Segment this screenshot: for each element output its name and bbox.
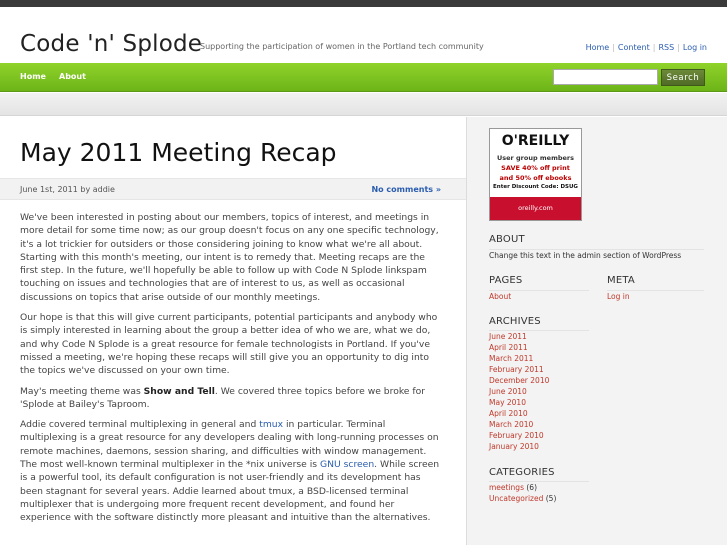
site-title[interactable]: Code 'n' Splode bbox=[20, 31, 203, 57]
divider bbox=[607, 290, 704, 291]
post-meta bbox=[0, 178, 466, 200]
text: May's meeting theme was bbox=[20, 385, 144, 397]
separator: | bbox=[612, 43, 615, 52]
top-links bbox=[586, 43, 707, 52]
ad-text: Enter Discount Code: DSUG bbox=[493, 184, 578, 190]
archive-link[interactable]: February 2010 bbox=[489, 431, 544, 440]
divider bbox=[489, 330, 589, 331]
archive-link[interactable]: April 2011 bbox=[489, 343, 528, 352]
ad-brand: O'REILLY bbox=[501, 133, 570, 149]
nav-bar bbox=[0, 63, 727, 92]
oreilly-ad[interactable] bbox=[489, 128, 582, 221]
archive-link[interactable]: March 2011 bbox=[489, 354, 534, 363]
archives-title: ARCHIVES bbox=[489, 316, 541, 327]
divider bbox=[489, 249, 704, 250]
bold-text: Show and Tell bbox=[143, 385, 215, 397]
sidebar bbox=[467, 117, 727, 545]
archive-link[interactable]: April 2010 bbox=[489, 409, 528, 418]
category-link[interactable]: meetings bbox=[489, 483, 524, 492]
site-header bbox=[0, 7, 727, 63]
archive-link[interactable]: May 2010 bbox=[489, 398, 526, 407]
ad-footer: oreilly.com bbox=[490, 197, 581, 220]
site-tagline: Supporting the participation of women in the Portland tech community bbox=[200, 42, 484, 51]
search-button[interactable]: Search bbox=[661, 69, 705, 86]
top-strip bbox=[0, 0, 727, 7]
paragraph bbox=[20, 385, 445, 412]
paragraph: We've been interested in posting about our members, topics of interest, and meetings in more detail for some time now; as our group doesn't focus on any one specific technology, it's a lot trickier for outsiders or those considering joining to know what we're all about. Starting with this month's meeting, our intent is to remedy that. Meeting recaps are the first step. In the future, we'll hopefully be able to follow up with Code N Splode linkspam touching on issues and technologies that are of interest to us, as well as occasional discussions on topics that arise outside of our monthly meetings. bbox=[20, 212, 439, 303]
ad-text: SAVE 40% off print bbox=[501, 164, 570, 172]
meta-link-login[interactable]: Log in bbox=[607, 292, 630, 301]
post-date-line bbox=[20, 185, 115, 194]
paragraph bbox=[20, 418, 445, 524]
search-input[interactable] bbox=[553, 69, 658, 85]
nav-item-about[interactable]: About bbox=[59, 72, 86, 81]
meta-title: META bbox=[607, 275, 635, 286]
category-link[interactable]: Uncategorized bbox=[489, 494, 544, 503]
archive-link[interactable]: June 2010 bbox=[489, 387, 527, 396]
post-author[interactable]: addie bbox=[92, 185, 115, 194]
tmux-link[interactable]: tmux bbox=[259, 419, 284, 431]
archive-link[interactable]: February 2011 bbox=[489, 365, 544, 374]
divider bbox=[489, 290, 589, 291]
sub-bar bbox=[0, 93, 727, 116]
archive-link[interactable]: December 2010 bbox=[489, 376, 550, 385]
text: . We covered three topics before we broke for 'Splode at Bailey's Taproom. bbox=[20, 385, 426, 410]
top-link-rss[interactable]: RSS bbox=[658, 43, 675, 52]
category-item bbox=[489, 494, 556, 503]
gnu-screen-link[interactable]: GNU screen bbox=[319, 459, 375, 471]
text: Addie covered terminal multiplexing in general and bbox=[20, 419, 260, 431]
nav-item-home[interactable]: Home bbox=[20, 72, 46, 81]
about-text: Change this text in the admin section of WordPress bbox=[489, 251, 682, 260]
top-link-content[interactable]: Content bbox=[617, 43, 650, 52]
main-content bbox=[0, 117, 466, 545]
separator: | bbox=[677, 43, 680, 52]
pages-title: PAGES bbox=[489, 275, 523, 286]
about-title: ABOUT bbox=[489, 234, 525, 245]
ad-text: User group members bbox=[497, 154, 574, 162]
category-count: (5) bbox=[545, 494, 557, 503]
divider bbox=[489, 481, 589, 482]
categories-title: CATEGORIES bbox=[489, 467, 555, 478]
page-link-about[interactable]: About bbox=[489, 292, 512, 301]
paragraph: Our hope is that this will give current participants, potential participants and anybody who is simply interested in learning about the group a better idea of who we are, what we do, and why Code N Splode is a great resource for female technologists in Portland. If you've missed a meeting, we're hoping these recaps will still give you an opportunity to dig into the topics we've discussed on your own time. bbox=[20, 312, 438, 377]
archive-link[interactable]: June 2011 bbox=[489, 332, 527, 341]
post-title[interactable]: May 2011 Meeting Recap bbox=[20, 138, 337, 167]
ad-text: and 50% off ebooks bbox=[499, 174, 572, 182]
text: . While screen is a powerful tool, its default configuration is not user-friendly and its development has been stagnant for several years. Addie learned about tmux, a BSD-licensed terminal multiplexer that is undergoing more frequent recent development, and found her experience with the software distinctly more pleasant and intuitive than the alternatives. bbox=[20, 459, 440, 524]
archive-link[interactable]: January 2010 bbox=[489, 442, 539, 451]
post-body bbox=[20, 211, 445, 532]
top-link-login[interactable]: Log in bbox=[682, 43, 707, 52]
category-count: (6) bbox=[526, 483, 537, 492]
separator: | bbox=[652, 43, 656, 52]
post-date: June 1st, 2011 bbox=[20, 185, 78, 194]
comments-link[interactable]: No comments » bbox=[371, 185, 441, 194]
top-link-home[interactable]: Home bbox=[585, 43, 610, 52]
post-by: by bbox=[80, 185, 91, 194]
category-item bbox=[489, 483, 537, 492]
text: in particular. Terminal multiplexing is a great resource for any developers dealing with long-running processes on remote machines, daemons, session sharing, and difficulties with window management. The most well-known terminal multiplexer in the *nix universe is bbox=[20, 419, 439, 471]
archive-link[interactable]: March 2010 bbox=[489, 420, 534, 429]
